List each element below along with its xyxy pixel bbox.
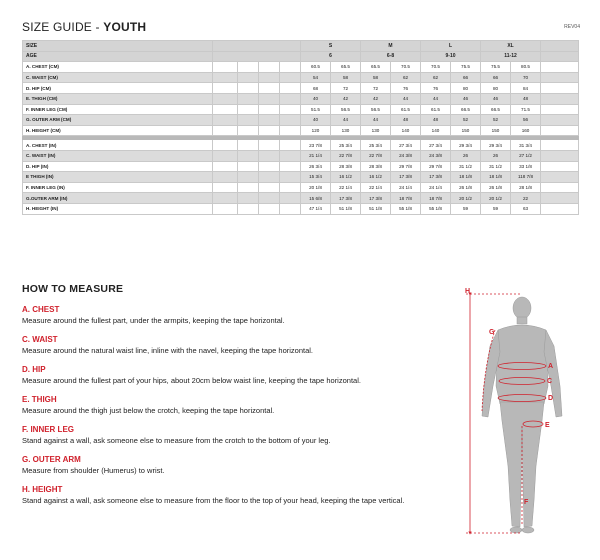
- value-cell: 54: [301, 72, 331, 83]
- table-row: [23, 72, 579, 83]
- age-cell: 9-10: [421, 51, 481, 62]
- blank-cell: [213, 83, 238, 94]
- value-cell: 18 7/8: [391, 193, 421, 204]
- blank-cell: [280, 62, 301, 73]
- blank-cell: [259, 125, 280, 136]
- value-cell: 47 1/4: [301, 203, 331, 214]
- row-label: A. CHEST (CM): [23, 62, 213, 73]
- blank-cell: [238, 172, 259, 183]
- value-cell: 26: [481, 150, 511, 161]
- value-cell: 17 3/8: [361, 193, 391, 204]
- blank-cell: [238, 193, 259, 204]
- value-cell: 16 1/2: [361, 172, 391, 183]
- value-cell: 140: [391, 125, 421, 136]
- value-cell: 18 7/8: [421, 193, 451, 204]
- value-cell: 61.5: [391, 104, 421, 115]
- table-row: [23, 193, 579, 204]
- value-cell: 15 3/4: [301, 172, 331, 183]
- value-cell: 71.5: [511, 104, 541, 115]
- measure-title: A. CHEST: [22, 305, 60, 314]
- blank-cell: [259, 104, 280, 115]
- value-cell: 42: [361, 93, 391, 104]
- value-cell: 16 1/2: [331, 172, 361, 183]
- value-cell: 55 1/8: [391, 203, 421, 214]
- measure-title: E. THIGH: [22, 395, 57, 404]
- value-cell: 21 1/4: [301, 150, 331, 161]
- value-cell: 46: [481, 93, 511, 104]
- row-label: E THIGH (IN): [23, 172, 213, 183]
- table-row: [23, 140, 579, 151]
- value-cell: 22 1/4: [331, 182, 361, 193]
- value-cell: 31 3/4: [511, 140, 541, 151]
- table-row: [23, 150, 579, 161]
- value-cell: 44: [361, 115, 391, 126]
- size-cell: S: [301, 41, 361, 52]
- value-cell: 76: [391, 83, 421, 94]
- measure-title: H. HEIGHT: [22, 485, 63, 494]
- value-cell: 24 1/4: [391, 182, 421, 193]
- blank-cell: [238, 93, 259, 104]
- blank-cell: [259, 161, 280, 172]
- row-label: F. INNER LEG (IN): [23, 182, 213, 193]
- blank-cell: [280, 161, 301, 172]
- table-row: [23, 83, 579, 94]
- blank-cell: [213, 93, 238, 104]
- value-cell: 22 7/8: [361, 150, 391, 161]
- value-cell: 42: [331, 93, 361, 104]
- row-label: D. HIP (IN): [23, 161, 213, 172]
- row-label: D. HIP (CM): [23, 83, 213, 94]
- blank-cell: [259, 83, 280, 94]
- value-cell: 28 3/8: [331, 161, 361, 172]
- blank-cell: [259, 72, 280, 83]
- page-title: [22, 20, 146, 34]
- table-row: [23, 161, 579, 172]
- value-cell: 22 1/4: [361, 182, 391, 193]
- label-f: F: [524, 499, 529, 506]
- value-cell: 72: [361, 83, 391, 94]
- body-figure: [462, 286, 582, 541]
- value-cell: 22: [511, 193, 541, 204]
- measure-desc: Measure from shoulder (Humerus) to wrist.: [22, 466, 165, 475]
- value-cell: 65.5: [331, 62, 361, 73]
- tail-cell: [541, 161, 579, 172]
- tail-cell: [541, 140, 579, 151]
- value-cell: 51 1/8: [331, 203, 361, 214]
- age-blank: [213, 51, 301, 62]
- value-cell: 29 3/4: [481, 140, 511, 151]
- table-row: [23, 62, 579, 73]
- age-cell: 11-12: [481, 51, 541, 62]
- value-cell: 46: [451, 93, 481, 104]
- value-cell: 28 1/8: [511, 182, 541, 193]
- value-cell: 52: [481, 115, 511, 126]
- age-header-row: [23, 51, 579, 62]
- blank-cell: [259, 203, 280, 214]
- value-cell: 52: [451, 115, 481, 126]
- row-label: F. INNER LEG (CM): [23, 104, 213, 115]
- blank-cell: [280, 203, 301, 214]
- measure-item: [22, 365, 442, 385]
- table-row: [23, 172, 579, 183]
- blank-cell: [259, 150, 280, 161]
- measure-desc: Measure around the thigh just below the crotch, keeping the tape horizontal.: [22, 406, 275, 415]
- tail-cell: [541, 193, 579, 204]
- blank-cell: [213, 115, 238, 126]
- value-cell: 59: [451, 203, 481, 214]
- value-cell: 17 3/8: [331, 193, 361, 204]
- value-cell: 150: [451, 125, 481, 136]
- value-cell: 26 3/4: [301, 161, 331, 172]
- value-cell: 56: [511, 115, 541, 126]
- tail-cell: [541, 115, 579, 126]
- blank-cell: [238, 161, 259, 172]
- value-cell: 18 1/8: [481, 172, 511, 183]
- value-cell: 40: [301, 93, 331, 104]
- value-cell: 27 1/2: [511, 150, 541, 161]
- value-cell: 15 6/8: [301, 193, 331, 204]
- value-cell: 61.5: [421, 104, 451, 115]
- value-cell: 58: [331, 72, 361, 83]
- value-cell: 29 7/8: [391, 161, 421, 172]
- value-cell: 76: [421, 83, 451, 94]
- blank-cell: [280, 140, 301, 151]
- age-cell: 6: [301, 51, 361, 62]
- blank-cell: [259, 172, 280, 183]
- value-cell: 26 1/8: [481, 182, 511, 193]
- measure-title: C. WAIST: [22, 335, 58, 344]
- blank-cell: [280, 104, 301, 115]
- value-cell: 18 1/8: [451, 172, 481, 183]
- value-cell: 66.5: [451, 104, 481, 115]
- row-label: G.OUTER ARM (IN): [23, 193, 213, 204]
- value-cell: 60.5: [301, 62, 331, 73]
- size-cell: XL: [481, 41, 541, 52]
- blank-cell: [213, 72, 238, 83]
- blank-cell: [280, 93, 301, 104]
- label-h: H: [465, 288, 471, 295]
- value-cell: 26: [451, 150, 481, 161]
- value-cell: 59: [481, 203, 511, 214]
- row-label: C. WAIST (IN): [23, 150, 213, 161]
- row-label: A. CHEST (IN): [23, 140, 213, 151]
- label-c: C: [547, 378, 553, 385]
- value-cell: 55 1/8: [421, 203, 451, 214]
- blank-cell: [213, 140, 238, 151]
- value-cell: 56.5: [361, 104, 391, 115]
- tail-cell: [541, 93, 579, 104]
- value-cell: 62: [421, 72, 451, 83]
- value-cell: 80: [481, 83, 511, 94]
- value-cell: 48: [421, 115, 451, 126]
- value-cell: 27 3/4: [421, 140, 451, 151]
- value-cell: 66.5: [481, 104, 511, 115]
- blank-cell: [280, 182, 301, 193]
- value-cell: 62: [391, 72, 421, 83]
- blank-cell: [213, 182, 238, 193]
- how-to-measure: [22, 283, 442, 515]
- measure-item: [22, 305, 442, 325]
- blank-cell: [280, 72, 301, 83]
- measure-desc: Stand against a wall, ask someone else to measure from the crotch to the bottom of your leg.: [22, 436, 331, 445]
- value-cell: 120: [301, 125, 331, 136]
- value-cell: 80.5: [511, 62, 541, 73]
- tail-cell: [541, 125, 579, 136]
- value-cell: 28 3/8: [361, 161, 391, 172]
- blank-cell: [213, 193, 238, 204]
- blank-cell: [280, 115, 301, 126]
- value-cell: 140: [421, 125, 451, 136]
- title-prefix: SIZE GUIDE -: [22, 20, 104, 34]
- tail-cell: [541, 62, 579, 73]
- value-cell: 66: [481, 72, 511, 83]
- value-cell: 80: [451, 83, 481, 94]
- value-cell: 20 1/2: [481, 193, 511, 204]
- how-to-heading: HOW TO MEASURE: [22, 283, 124, 295]
- value-cell: 150: [481, 125, 511, 136]
- age-cell: 6-8: [361, 51, 421, 62]
- value-cell: 70: [511, 72, 541, 83]
- blank-cell: [238, 115, 259, 126]
- blank-cell: [259, 115, 280, 126]
- value-cell: 24 1/4: [421, 182, 451, 193]
- value-cell: 17 3/8: [391, 172, 421, 183]
- label-d: D: [548, 395, 554, 402]
- blank-cell: [238, 83, 259, 94]
- value-cell: 48: [511, 93, 541, 104]
- value-cell: 56.5: [331, 104, 361, 115]
- age-label: AGE: [23, 51, 213, 62]
- value-cell: 63: [511, 203, 541, 214]
- measure-title: G. OUTER ARM: [22, 455, 81, 464]
- value-cell: 44: [391, 93, 421, 104]
- value-cell: 29 3/4: [451, 140, 481, 151]
- value-cell: 51.5: [301, 104, 331, 115]
- value-cell: 58: [361, 72, 391, 83]
- value-cell: 75.5: [451, 62, 481, 73]
- blank-cell: [238, 203, 259, 214]
- blank-cell: [238, 140, 259, 151]
- value-cell: 33 1/8: [511, 161, 541, 172]
- value-cell: 48: [391, 115, 421, 126]
- value-cell: 65.5: [361, 62, 391, 73]
- measure-item: [22, 425, 442, 445]
- title-bold: YOUTH: [103, 20, 147, 34]
- table-row: [23, 104, 579, 115]
- value-cell: 24 3/8: [391, 150, 421, 161]
- value-cell: 27 3/4: [391, 140, 421, 151]
- value-cell: 68: [301, 83, 331, 94]
- row-label: C. WAIST (CM): [23, 72, 213, 83]
- value-cell: 130: [331, 125, 361, 136]
- blank-cell: [238, 62, 259, 73]
- measure-desc: Stand against a wall, ask someone else to measure from the floor to the top of your head, keeping the tape vertical.: [22, 496, 405, 505]
- blank-cell: [259, 182, 280, 193]
- value-cell: 17 3/8: [421, 172, 451, 183]
- size-cell: M: [361, 41, 421, 52]
- value-cell: 118 7/8: [511, 172, 541, 183]
- value-cell: 25 3/4: [361, 140, 391, 151]
- table-row: [23, 203, 579, 214]
- row-label: G. OUTER ARM (CM): [23, 115, 213, 126]
- measure-desc: Measure around the fullest part of your hips, about 20cm below waist line, keeping the tape horizontal.: [22, 376, 361, 385]
- value-cell: 23 7/8: [301, 140, 331, 151]
- blank-cell: [280, 193, 301, 204]
- value-cell: 130: [361, 125, 391, 136]
- blank-cell: [259, 140, 280, 151]
- blank-cell: [280, 150, 301, 161]
- blank-cell: [238, 125, 259, 136]
- label-g: G: [489, 329, 495, 336]
- value-cell: 66: [451, 72, 481, 83]
- value-cell: 70.5: [391, 62, 421, 73]
- blank-cell: [259, 93, 280, 104]
- label-e: E: [545, 422, 550, 429]
- blank-cell: [213, 62, 238, 73]
- blank-cell: [238, 104, 259, 115]
- value-cell: 84: [511, 83, 541, 94]
- blank-cell: [213, 161, 238, 172]
- measure-title: D. HIP: [22, 365, 46, 374]
- size-label: SIZE: [23, 41, 213, 52]
- age-tail: [541, 51, 579, 62]
- table-row: [23, 182, 579, 193]
- tail-cell: [541, 104, 579, 115]
- tail-cell: [541, 83, 579, 94]
- tail-cell: [541, 203, 579, 214]
- value-cell: 51 1/8: [361, 203, 391, 214]
- tail-cell: [541, 72, 579, 83]
- value-cell: 25 3/4: [331, 140, 361, 151]
- measure-item: [22, 335, 442, 355]
- table-row: [23, 125, 579, 136]
- value-cell: 24 3/8: [421, 150, 451, 161]
- tail-cell: [541, 172, 579, 183]
- tail-cell: [541, 182, 579, 193]
- measure-desc: Measure around the fullest part, under the armpits, keeping the tape horizontal.: [22, 316, 285, 325]
- size-table: [22, 40, 579, 215]
- value-cell: 160: [511, 125, 541, 136]
- value-cell: 72: [331, 83, 361, 94]
- blank-cell: [280, 83, 301, 94]
- value-cell: 44: [331, 115, 361, 126]
- value-cell: 26 1/8: [451, 182, 481, 193]
- measure-desc: Measure around the natural waist line, inline with the navel, keeping the tape horizontal.: [22, 346, 314, 355]
- value-cell: 22 7/8: [331, 150, 361, 161]
- blank-cell: [238, 150, 259, 161]
- value-cell: 20 1/8: [301, 182, 331, 193]
- value-cell: 75.5: [481, 62, 511, 73]
- blank-cell: [259, 193, 280, 204]
- size-tail: [541, 41, 579, 52]
- blank-cell: [213, 104, 238, 115]
- value-cell: 44: [421, 93, 451, 104]
- value-cell: 20 1/2: [451, 193, 481, 204]
- measure-title: F. INNER LEG: [22, 425, 75, 434]
- blank-cell: [280, 125, 301, 136]
- blank-cell: [238, 72, 259, 83]
- value-cell: 70.5: [421, 62, 451, 73]
- row-label: E. THIGH (CM): [23, 93, 213, 104]
- measure-item: [22, 395, 442, 415]
- blank-cell: [280, 172, 301, 183]
- blank-cell: [213, 203, 238, 214]
- size-cell: L: [421, 41, 481, 52]
- blank-cell: [259, 62, 280, 73]
- revision-code: REV04: [564, 24, 580, 30]
- value-cell: 31 1/2: [451, 161, 481, 172]
- value-cell: 31 1/2: [481, 161, 511, 172]
- value-cell: 40: [301, 115, 331, 126]
- blank-cell: [213, 150, 238, 161]
- tail-cell: [541, 150, 579, 161]
- value-cell: 29 7/8: [421, 161, 451, 172]
- table-row: [23, 93, 579, 104]
- measure-item: [22, 455, 442, 475]
- size-blank: [213, 41, 301, 52]
- table-row: [23, 115, 579, 126]
- label-a: A: [548, 363, 554, 370]
- measure-item: [22, 485, 442, 505]
- row-label: H. HEIGHT (IN): [23, 203, 213, 214]
- row-label: H. HEIGHT (CM): [23, 125, 213, 136]
- blank-cell: [238, 182, 259, 193]
- blank-cell: [213, 172, 238, 183]
- blank-cell: [213, 125, 238, 136]
- size-header-row: [23, 41, 579, 52]
